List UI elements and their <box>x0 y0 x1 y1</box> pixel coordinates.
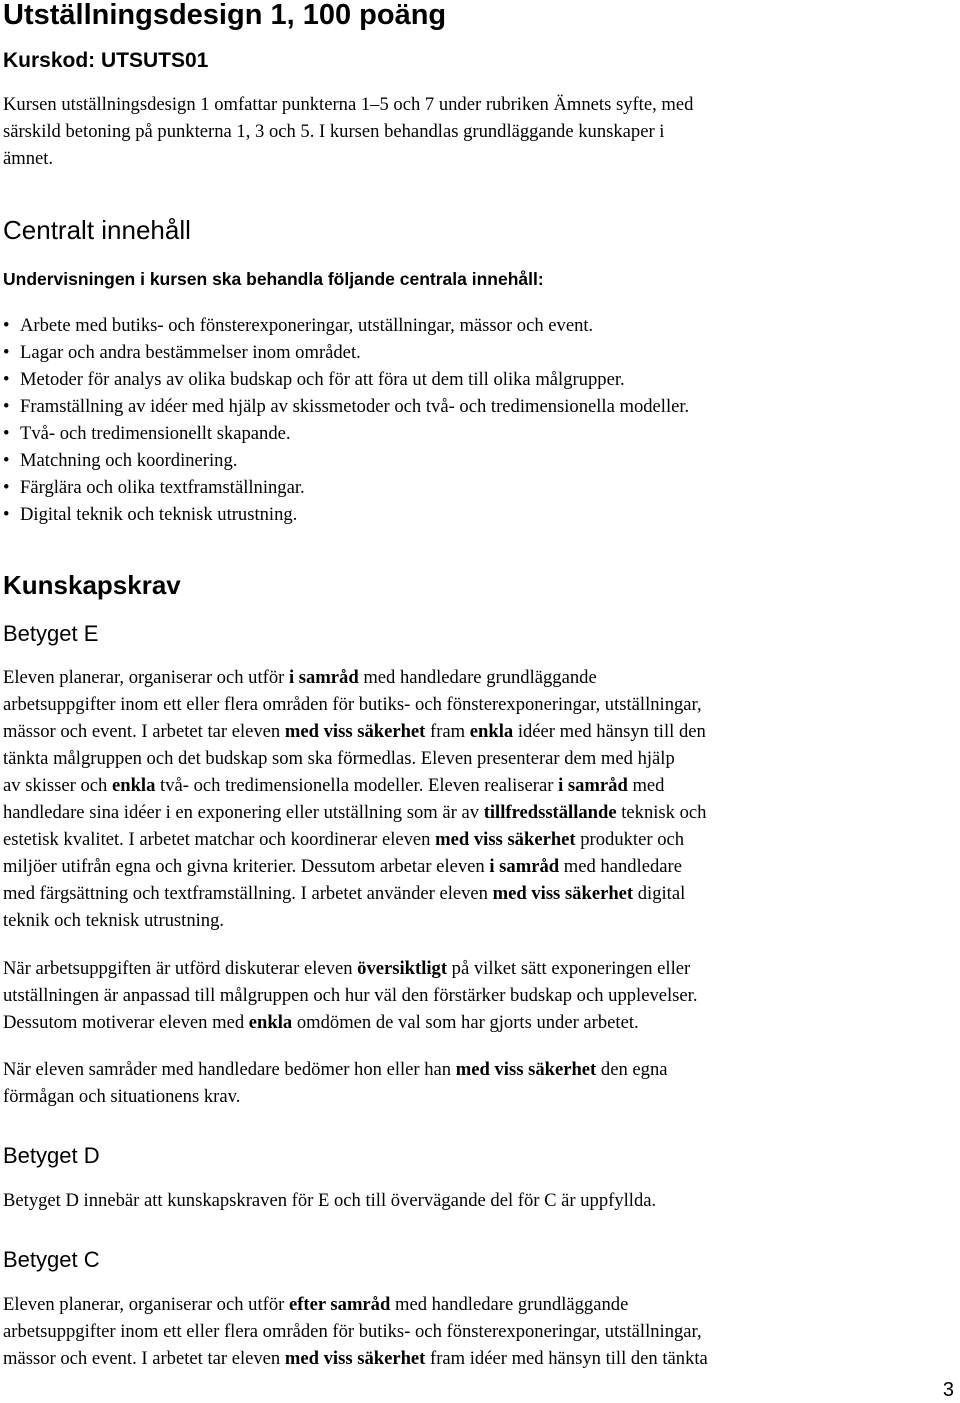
bullet-icon: • <box>3 477 10 498</box>
page-title: Utställningsdesign 1, 100 poäng <box>3 0 447 31</box>
central-content-heading: Centralt innehåll <box>3 215 191 245</box>
text-line: förmågan och situationens krav. <box>3 1086 241 1107</box>
text-line: arbetsuppgifter inom ett eller flera områden för butiks- och fönsterexponeringar, utställningar, <box>3 694 702 715</box>
list-item <box>3 313 593 339</box>
emphasis: enkla <box>469 721 514 742</box>
text-line: mässor och event. I arbetet tar eleven med viss säkerhet fram enkla idéer med hänsyn till den <box>3 721 706 742</box>
emphasis: tillfredsställande <box>483 802 617 823</box>
emphasis: med viss säkerhet <box>455 1059 597 1080</box>
course-code: Kurskod: UTSUTS01 <box>3 49 209 72</box>
text-line: av skisser och enkla två- och tredimensionella modeller. Eleven realiserar i samråd med <box>3 775 665 796</box>
list-item-text: Framställning av idéer med hjälp av skissmetoder och två- och tredimensionella modeller. <box>20 396 690 417</box>
bullet-icon: • <box>3 315 10 336</box>
emphasis: översiktligt <box>357 958 448 979</box>
text-line: teknik och teknisk utrustning. <box>3 910 225 931</box>
grade-d-heading: Betyget D <box>3 1143 100 1168</box>
grade-d-text: Betyget D innebär att kunskapskraven för E och till övervägande del för C är uppfyllda. <box>3 1190 657 1211</box>
bullet-icon: • <box>3 342 10 363</box>
grade-c-heading: Betyget C <box>3 1247 100 1272</box>
bullet-icon: • <box>3 396 10 417</box>
text-line: miljöer utifrån egna och givna kriterier. Dessutom arbetar eleven i samråd med handledare <box>3 856 682 877</box>
requirements-heading: Kunskapskrav <box>3 570 181 600</box>
list-item-text: Lagar och andra bestämmelser inom området. <box>20 342 361 363</box>
list-item-text: Metoder för analys av olika budskap och för att föra ut dem till olika målgrupper. <box>20 369 625 390</box>
text-line: estetisk kvalitet. I arbetet matchar och koordinerar eleven med viss säkerhet produkter och <box>3 829 685 850</box>
list-item <box>3 394 689 420</box>
emphasis: med viss säkerhet <box>492 883 634 904</box>
text-line: Eleven planerar, organiserar och utför i samråd med handledare grundläggande <box>3 667 597 688</box>
emphasis: med viss säkerhet <box>284 1348 426 1369</box>
emphasis: enkla <box>111 775 156 796</box>
intro-line: Kursen utställningsdesign 1 omfattar punkterna 1–5 och 7 under rubriken Ämnets syfte, med <box>3 94 694 115</box>
emphasis: i samråd <box>558 775 628 796</box>
intro-line: ämnet. <box>3 148 54 169</box>
list-item <box>3 475 305 501</box>
list-item <box>3 340 361 366</box>
text-line: med färgsättning och textframställning. I arbetet använder eleven med viss säkerhet digital <box>3 883 686 904</box>
list-item-text: Matchning och koordinering. <box>20 450 238 471</box>
emphasis: i samråd <box>489 856 560 877</box>
list-item <box>3 448 237 474</box>
text-line: arbetsuppgifter inom ett eller flera områden för butiks- och fönsterexponeringar, utställningar, <box>3 1321 702 1342</box>
text-line: Eleven planerar, organiserar och utför efter samråd med handledare grundläggande <box>3 1294 629 1315</box>
bullet-icon: • <box>3 504 10 525</box>
list-item <box>3 421 291 447</box>
page-number: 3 <box>942 1379 954 1401</box>
bullet-icon: • <box>3 369 10 390</box>
emphasis: enkla <box>248 1012 293 1033</box>
list-item-text: Arbete med butiks- och fönsterexponeringar, utställningar, mässor och event. <box>20 315 594 336</box>
list-item-text: Färglära och olika textframställningar. <box>20 477 305 498</box>
central-content-lead: Undervisningen i kursen ska behandla följande centrala innehåll: <box>3 269 544 289</box>
text-line: tänkta målgruppen och det budskap som ska förmedlas. Eleven presenterar dem med hjälp <box>3 748 675 769</box>
text-line: mässor och event. I arbetet tar eleven med viss säkerhet fram idéer med hänsyn till den tänkta <box>3 1348 708 1369</box>
emphasis: med viss säkerhet <box>435 829 576 850</box>
grade-e-heading: Betyget E <box>3 621 99 646</box>
list-item <box>3 367 625 393</box>
list-item-text: Digital teknik och teknisk utrustning. <box>20 504 298 525</box>
text-line: handledare sina idéer i en exponering eller utställning som är av tillfredsställande teknisk och <box>3 802 707 823</box>
list-item-text: Två- och tredimensionellt skapande. <box>20 423 291 444</box>
text-line: När arbetsuppgiften är utförd diskuterar eleven översiktligt på vilket sätt exponeringen eller <box>3 958 691 979</box>
text-line: Dessutom motiverar eleven med enkla omdömen de val som har gjorts under arbetet. <box>3 1012 639 1033</box>
text-line: När eleven samråder med handledare bedömer hon eller han med viss säkerhet den egna <box>3 1059 668 1080</box>
text-line: utställningen är anpassad till målgruppen och hur väl den förstärker budskap och upplevelser. <box>3 985 698 1006</box>
list-item <box>3 502 297 528</box>
bullet-icon: • <box>3 423 10 444</box>
intro-line: särskild betoning på punkterna 1, 3 och 5. I kursen behandlas grundläggande kunskaper i <box>3 121 665 142</box>
emphasis: med viss säkerhet <box>284 721 426 742</box>
bullet-icon: • <box>3 450 10 471</box>
emphasis: efter samråd <box>288 1294 391 1315</box>
emphasis: i samråd <box>288 667 359 688</box>
